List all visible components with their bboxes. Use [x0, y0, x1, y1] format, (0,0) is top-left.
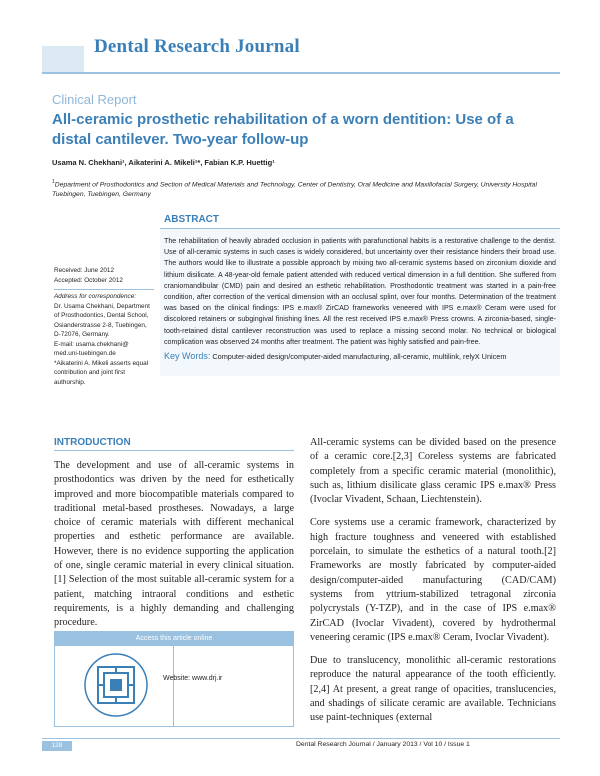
right-paragraph-1: All-ceramic systems can be divided based on the presence of a ceramic core.[2,3] Coreless systems are fabricated completely from a specific ceramic material (monolithic), such as, lithium disilicate glass ceramic IPS e.max® Press (Ivoclar Vivadent, Schaan, Liechtenstein). — [310, 437, 556, 506]
header-accent-bar — [42, 46, 84, 72]
access-heading: Access this article online — [55, 632, 293, 646]
affiliation-text: Department of Prosthodontics and Section of Medical Materials and Technology, Center of Dentistry, Oral Medicine and Maxillofacial Surgery, University Hospital Tuebingen, Tuebingen, Germany — [52, 181, 537, 198]
website-link[interactable]: Website: www.drj.ir — [163, 675, 223, 682]
correspondence — [54, 292, 154, 387]
access-article-box — [54, 631, 294, 727]
keywords — [164, 351, 556, 362]
accepted-date: Accepted: October 2012 — [54, 276, 123, 284]
qr-code-icon — [83, 652, 149, 718]
affiliation: $^1$Department of Prosthodontics and Section of Medical Materials and Technology, Center of Dentistry, Oral Medicine and Maxillofacial Surgery, University Hospital Tuebingen, Tuebingen, Germany — [52, 179, 537, 198]
journal-title: Dental Research Journal — [94, 36, 300, 57]
correspondence-label: Address for correspondence: — [54, 293, 137, 300]
access-divider — [173, 646, 174, 726]
article-title: All-ceramic prosthetic rehabilitation of a worn dentition: Use of a distal cantilever. Two-year follow-up — [52, 111, 514, 148]
introduction-right-column — [310, 436, 556, 735]
introduction-left-column: The development and use of all-ceramic systems in prosthodontics was driven by the need for esthetically improved and more biocompatible materials compared to traditional metal-based prostheses. Nowadays, a large choice of ceramic materials with different mechanical properties and esthetic performance are available. However, there is no evidence supporting the application of one, single ceramic material in every clinical situation.[1] Selection of the most suitable all-ceramic system for a patient, matching intraoral conditions and esthetic requirements, is a highly demanding and challenging procedure. — [54, 460, 294, 629]
abstract-heading: ABSTRACT — [164, 214, 219, 225]
journal-header — [0, 28, 600, 72]
introduction-rule — [54, 450, 294, 451]
page-number: 128 — [42, 741, 72, 751]
keywords-text: Computer-aided design/computer-aided manufacturing, all-ceramic, multilink, relyX Unicem — [212, 352, 507, 361]
article-type: Clinical Report — [52, 92, 137, 107]
sidebar-divider — [54, 289, 154, 290]
introduction-heading: INTRODUCTION — [54, 437, 131, 448]
received-date: Received: June 2012 — [54, 267, 115, 274]
correspondence-email[interactable]: E-mail: usama.chekhani@ med.uni-tuebingen.de — [54, 340, 129, 357]
footer-rule — [42, 738, 560, 739]
author-list: Usama N. Chekhani¹, Aikaterini A. Mikeli¹*, Fabian K.P. Huettig¹ — [52, 158, 275, 167]
article-dates — [54, 266, 123, 285]
right-paragraph-2: Core systems use a ceramic framework, characterized by high fracture toughness and veneered with established porcelain, to simulate the esthetics of a natural tooth.[2] Frameworks are mostly fabricated by computer-aided design/computer-aided manufacturing (CAD/CAM) systems from yttrium-stabilized tetragonal zirconia polycrystals (Y-TZP), and in the case of IPS e.max® ZirCAD (Ivoclar Vivadent), covered by hydrothermal veneering ceramic (IPS e.max® Ceram, Ivoclar Vivadent). — [310, 517, 556, 643]
right-paragraph-3: Due to translucency, monolithic all-ceramic restorations reproduce the natural appearance of the tooth efficiently.[2,4] At present, a great range of opacities, translucencies, and shadings of silicate ceramic are available. Technicians use paint-techniques (external — [310, 655, 556, 724]
keywords-label: Key Words: — [164, 351, 211, 361]
abstract-text: The rehabilitation of heavily abraded occlusion in patients with parafunctional habits is a restorative challenge to the dentist. Use of all-ceramic systems in such cases is widely considered, but uncertainty over their resistance hinders their broad use. The authors would like to illustrate a possible approach by mixing two all-ceramic systems based on zirconium dioxide and lithium disilicate. A 48-year-old female patient attended with reduced vertical dimension in a full dentition. She suffered from craniomandibular (CMD) pain and desired an esthetic rehabilitation. Prosthodontic treatment was started in a pain-free condition, after correction of the vertical dimension with an occlusal splint, over four months. Determination of the treatment was based on the clinical findings: IPS e.max® ZirCAD frameworks veneered with IPS e.max® Ceram were used for discolored retainers or subgingival finishing lines. All the rest received IPS e.max® Press crowns. A zirconia-based, single-tooth-retained distal cantilever reconstruction was used to replace a missing second molar. No technical or biological complication was observed 24 months after treatment. The patient was highly satisfied and pain-free. — [164, 237, 556, 346]
footer-citation: Dental Research Journal / January 2013 / Vol 10 / Issue 1 — [296, 741, 470, 748]
correspondence-address: Dr. Usama Chekhani, Department of Prosthodontics, Dental School, Osianderstrasse 2-8, Tuebingen, D-72076, Germany. — [54, 302, 150, 338]
header-rule — [42, 72, 560, 74]
authorship-note: *Aikaterini A. Mikeli asserts equal contribution and joint first authorship. — [54, 359, 149, 386]
